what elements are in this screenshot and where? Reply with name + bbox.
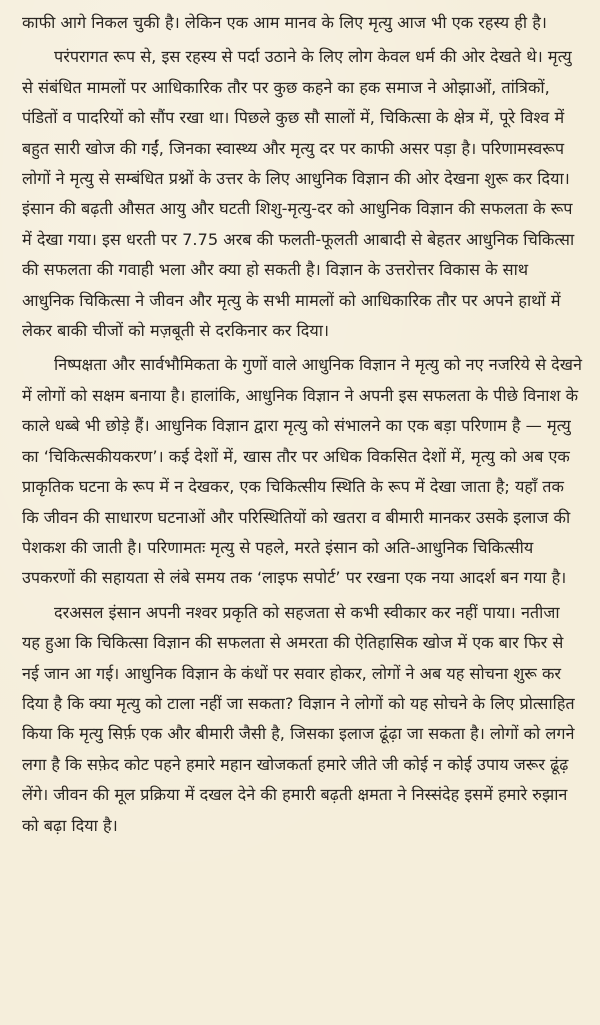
- paragraph-4: दरअसल इंसान अपनी नश्वर प्रकृति को सहजता से कभी स्वीकार कर नहीं पाया। नतीजा यह हुआ कि चिकित्सा विज्ञान की सफलता से अमरता की ऐतिहासिक खोज में एक बार फिर से नई जान आ गई। आधुनिक विज्ञान के कंधों पर सवार होकर, लोगों ने अब यह सोचना शुरू कर दिया है कि क्या मृत्यु को टाला नहीं जा सकता? विज्ञान ने लोगों को यह सोचने के लिए प्रोत्साहित किया कि मृत्यु सिर्फ़ एक और बीमारी जैसी है, जिसका इलाज ढूंढ़ा जा सकता है। लोगों को लगने लगा है कि सफ़ेद कोट पहने हमारे महान खोजकर्ता हमारे जीते जी कोई न कोई उपाय जरूर ढूंढ़ लेंगे। जीवन की मूल प्रक्रिया में दखल देने की हमारी बढ़ती क्षमता ने निस्संदेह इसमें हमारे रुझान को बढ़ा दिया है।: [22, 602, 575, 835]
- paragraph-3: निष्पक्षता और सार्वभौमिकता के गुणों वाले आधुनिक विज्ञान ने मृत्यु को नए नजरिये से देखने में लोगों को सक्षम बनाया है। हालांकि, आधुनिक विज्ञान ने अपनी इस सफलता के पीछे विनाश के काले धब्बे भी छोड़े हैं। आधुनिक विज्ञान द्वारा मृत्यु को संभालने का एक बड़ा परिणाम है — मृत्यु का ‘चिकित्सकीयकरण’। कई देशों में, खास तौर पर अधिक विकसित देशों में, मृत्यु को अब एक प्राकृतिक घटना के रूप में न देखकर, एक चिकित्सीय स्थिति के रूप में देखा जाता है; यहाँ तक कि जीवन की साधारण घटनाओं और परिस्थितियों को खतरा व बीमारी मानकर उसके इलाज की पेशकश की जाती है। परिणामतः मृत्यु से पहले, मरते इंसान को अति-आधुनिक चिकित्सीय उपकरणों की सहायता से लंबे समय तक ‘लाइफ सपोर्ट’ पर रखना एक नया आदर्श बन गया है।: [22, 355, 582, 588]
- paragraph-1: काफी आगे निकल चुकी है। लेकिन एक आम मानव के लिए मृत्यु आज भी एक रहस्य ही है।: [22, 13, 547, 32]
- paragraph-2: परंपरागत रूप से, इस रहस्य से पर्दा उठाने के लिए लोग केवल धर्म की ओर देखते थे। मृत्यु से संबंधित मामलों पर आधिकारिक तौर पर कुछ कहने का हक समाज ने ओझाओं, तांत्रिकों, पंडितों व पादरियों को सौंप रखा था। पिछले कुछ सौ सालों में, चिकित्सा के क्षेत्र में, पूरे विश्व में बहुत सारी खोज की गईं, जिनका स्वास्थ्य और मृत्यु दर पर काफी असर पड़ा है। परिणामस्वरूप लोगों ने मृत्यु से सम्बंधित प्रश्नों के उत्तर के लिए आधुनिक विज्ञान की ओर देखना शुरू कर दिया। इंसान की बढ़ती औसत आयु और घटती शिशु-मृत्यु-दर को आधुनिक विज्ञान की सफलता के रूप में देखा गया। इस धरती पर 7.75 अरब की फलती-फूलती आबादी से बेहतर आधुनिक चिकित्सा की सफलता की गवाही भला और क्या हो सकती है। विज्ञान के उत्तरोत्तर विकास के साथ आधुनिक चिकित्सा ने जीवन और मृत्यु के सभी मामलों को आधिकारिक तौर पर अपने हाथों में लेकर बाकी चीजों को मज़बूती से दरकिनार कर दिया।: [22, 47, 575, 341]
